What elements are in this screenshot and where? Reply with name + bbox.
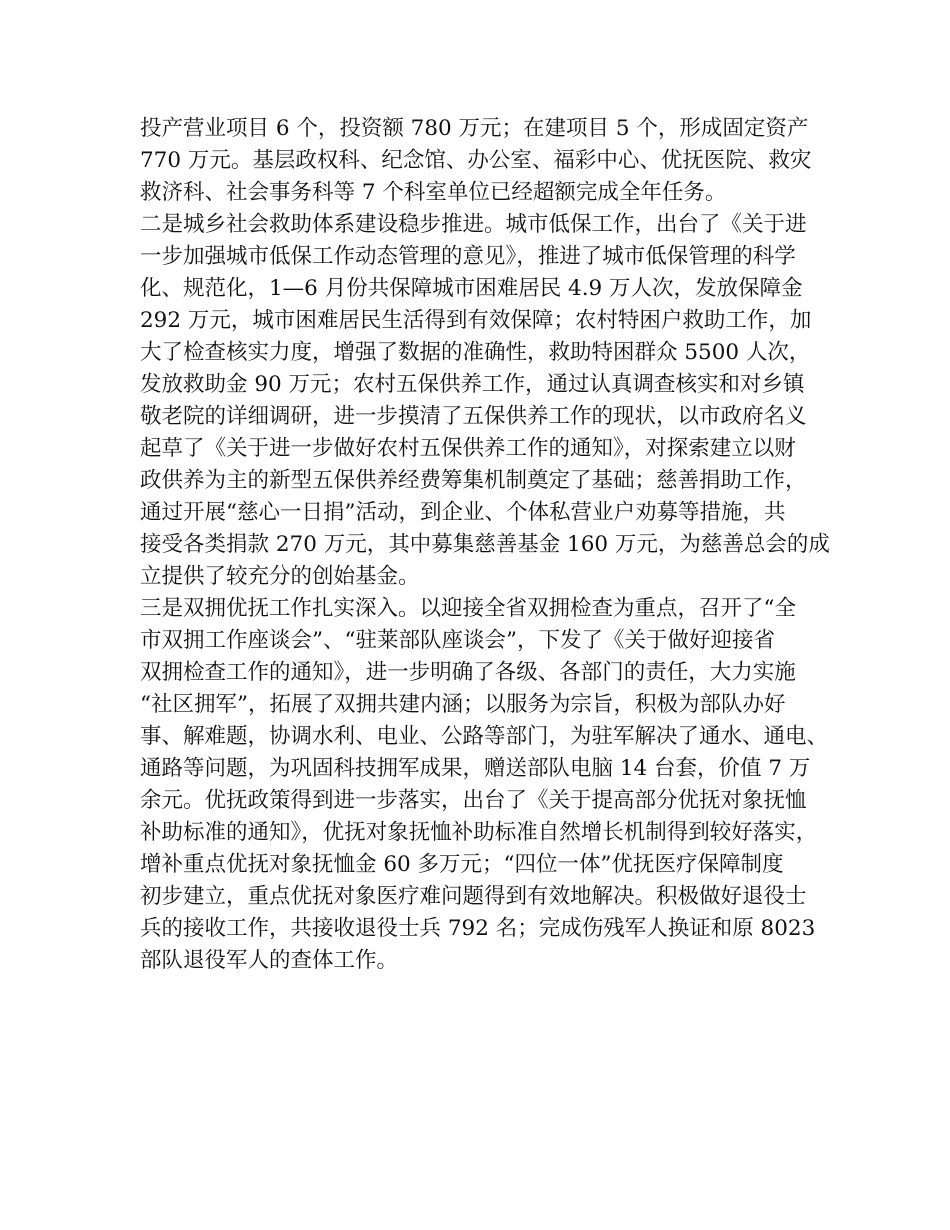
text-line: 立提供了较充分的创始基金。 [140, 564, 420, 589]
text-line: 接受各类捐款 270 万元，其中募集慈善基金 160 万元，为慈善总会的成 [140, 532, 830, 557]
text-line: 三是双拥优抚工作扎实深入。以迎接全省双拥检查为重点，召开了“全 [140, 596, 796, 621]
text-line: 救济科、社会事务科等 7 个科室单位已经超额完成全年任务。 [140, 180, 727, 205]
text-line: 发放救助金 90 万元；农村五保供养工作，通过认真调查核实和对乡镇 [140, 372, 805, 397]
text-line: 通路等问题，为巩固科技拥军成果，赠送部队电脑 14 台套，价值 7 万 [140, 756, 811, 781]
document-body [140, 113, 830, 977]
text-line: 敬老院的详细调研，进一步摸清了五保供养工作的现状，以市政府名义 [140, 404, 807, 429]
text-line: 通过开展“慈心一日捐”活动，到企业、个体私营业户劝募等措施，共 [140, 500, 786, 525]
text-line: 投产营业项目 6 个，投资额 780 万元；在建项目 5 个，形成固定资产 [140, 116, 809, 141]
text-line: 市双拥工作座谈会”、“驻莱部队座谈会”，下发了《关于做好迎接省 [140, 628, 775, 653]
text-line: 大了检查核实力度，增强了数据的准确性，救助特困群众 5500 人次， [140, 340, 811, 365]
text-line: 双拥检查工作的通知》，进一步明确了各级、各部门的责任，大力实施 [140, 660, 796, 685]
text-line: 政供养为主的新型五保供养经费筹集机制奠定了基础；慈善捐助工作， [140, 468, 807, 493]
text-line: 初步建立，重点优抚对象医疗难问题得到有效地解决。积极做好退役士 [140, 884, 807, 909]
text-line: 292 万元，城市困难居民生活得到有效保障；农村特困户救助工作，加 [140, 308, 812, 333]
text-line: 770 万元。基层政权科、纪念馆、办公室、福彩中心、优抚医院、救灾 [140, 148, 812, 173]
text-line: 补助标准的通知》，优抚对象抚恤补助标准自然增长机制得到较好落实， [140, 820, 818, 845]
text-line: 增补重点优抚对象抚恤金 60 多万元；“四位一体”优抚医疗保障制度 [140, 852, 784, 877]
text-line: 起草了《关于进一步做好农村五保供养工作的通知》，对探索建立以财 [140, 436, 796, 461]
text-line: 部队退役军人的查体工作。 [140, 948, 399, 973]
text-line: 兵的接收工作，共接收退役士兵 792 名；完成伤残军人换证和原 8023 [140, 916, 816, 941]
text-line: 事、解难题，协调水利、电业、公路等部门，为驻军解决了通水、通电、 [140, 724, 829, 749]
text-line: 一步加强城市低保工作动态管理的意见》，推进了城市低保管理的科学 [140, 244, 796, 269]
text-line: 化、规范化，1—6 月份共保障城市困难居民 4.9 万人次，发放保障金 [140, 276, 803, 301]
text-line: “社区拥军”，拓展了双拥共建内涵；以服务为宗旨，积极为部队办好 [140, 692, 786, 717]
text-line: 余元。优抚政策得到进一步落实，出台了《关于提高部分优抚对象抚恤 [140, 788, 807, 813]
text-line: 二是城乡社会救助体系建设稳步推进。城市低保工作，出台了《关于进 [140, 212, 807, 237]
